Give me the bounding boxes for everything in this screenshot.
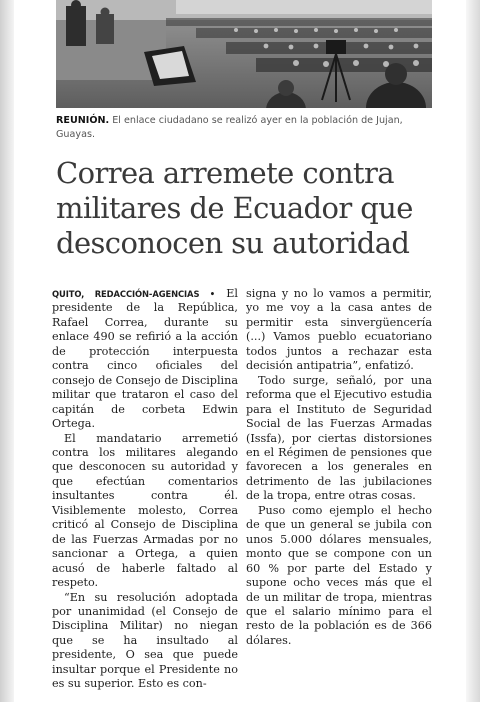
caption-text: El enlace ciudadano se realizó ayer en la población de Jujan, Guayas. xyxy=(56,115,403,140)
article-column-left xyxy=(52,287,238,692)
paragraph-text: El presidente de la República, Rafael Correa, durante su enlace 490 se refirió a la acción de protección interpuesta contra cinco oficiales del consejo de Consejo de Disciplina militar que trataron el caso del capitán de corbeta Edwin Ortega. xyxy=(52,287,238,431)
article-paragraph: “En su resolución adoptada por unanimidad (el Consejo de Disciplina Militar) no niegan que se ha insultado al presidente, O sea que puede insultar porque el Presidente no es su superior. Esto es con- xyxy=(52,590,238,691)
article-paragraph: Todo surge, señaló, por una reforma que el Ejecutivo estudia para el Instituto de Seguridad Social de las Fuerzas Armadas (Issfa), por ciertas distorsiones en el Régimen de pensiones que favorecen a los generales en detrimento de las jubilaciones de la tropa, entre otras cosas. xyxy=(246,373,432,503)
article-dateline: QUITO, REDACCIÓN-AGENCIAS • xyxy=(52,289,216,299)
page-edge-right xyxy=(466,0,480,702)
article-headline: Correa arremete contra militares de Ecuador que desconocen su autoridad xyxy=(56,156,413,260)
article-paragraph: Puso como ejemplo el hecho de que un general se jubila con unos 5.000 dólares mensuales, monto que se compone con un 60 % por parte del Estado y supone ocho veces más que el de un militar de tropa, mientras que el salario mínimo para el resto de la población es de 366 dólares. xyxy=(246,503,432,647)
article-paragraph: El mandatario arremetió contra los militares alegando que desconocen su autoridad y que efectúan comentarios insultantes contra él. Visiblemente molesto, Correa criticó al Consejo de Disciplina de las Fuerzas Armadas por no sancionar a Ortega, a quien acusó de haberle faltado al respeto. xyxy=(52,431,238,590)
news-photo xyxy=(56,0,432,108)
article-paragraph xyxy=(52,287,238,432)
caption-lead: REUNIÓN. xyxy=(56,115,110,126)
photo-image-icon xyxy=(56,0,432,108)
article-column-right xyxy=(246,287,432,648)
page-edge-left xyxy=(0,0,14,702)
article-paragraph: signa y no lo vamos a permitir, yo me voy a la casa antes de permitir esta sinvergüencería (...) Vamos pueblo ecuatoriano todos juntos a rechazar esta decisión antipatria”, enfatizó. xyxy=(246,287,432,373)
photo-caption xyxy=(56,114,432,142)
